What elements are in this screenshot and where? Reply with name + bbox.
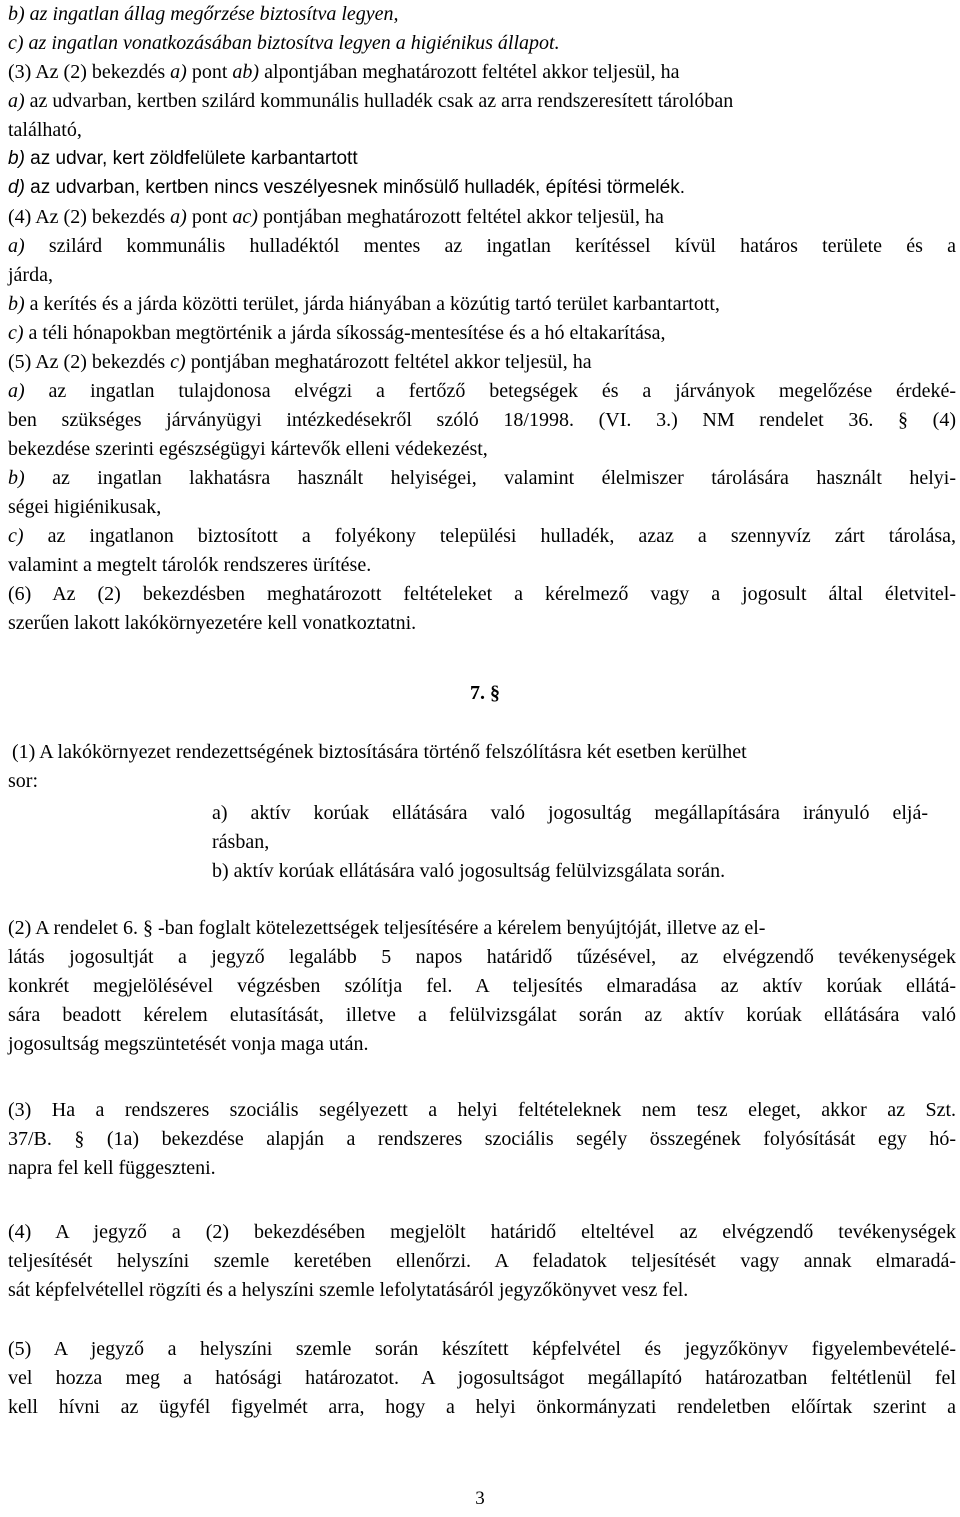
text-run: a téli hónapokban megtörténik a járda síkosság-mentesítése és a hó eltakarítása, (23, 322, 666, 344)
text-line (12, 742, 747, 762)
text-line (8, 1005, 956, 1025)
text-run: 7. § (470, 682, 500, 704)
text-run-italic: d) (8, 177, 25, 198)
text-line (8, 178, 685, 197)
text-line (8, 1251, 956, 1271)
text-run-italic: b) (8, 148, 25, 169)
text-line (8, 149, 358, 168)
text-run: konkrét megjelölésével végzésben szólítja fel. A teljesítés elmaradása az aktív korúak ellátá- (8, 975, 956, 997)
text-run-italic: a) (8, 90, 25, 112)
text-run: jogosultság megszüntetését vonja maga után. (8, 1033, 369, 1055)
text-run: kell hívni az ügyfél figyelmét arra, hogy a helyi önkormányzati rendeletben előírtak szerint a (8, 1396, 956, 1418)
text-line (8, 381, 956, 401)
text-line (8, 236, 956, 256)
text-run: (1) A lakókörnyezet rendezettségének biztosítására történő felszólításra két esetben kerülhet (12, 741, 747, 763)
text-line (8, 468, 956, 488)
text-run: alpontjában meghatározott feltétel akkor teljesül, ha (259, 61, 680, 83)
text-run-italic: c) (8, 322, 24, 344)
text-line (8, 918, 765, 938)
text-run: rásban, (212, 831, 270, 853)
text-run: járda, (8, 264, 53, 286)
text-line (8, 207, 664, 227)
text-line (8, 1368, 956, 1388)
text-line (8, 120, 82, 140)
text-line (8, 1158, 216, 1178)
text-line (8, 1397, 956, 1417)
text-line (212, 832, 269, 852)
text-line (8, 584, 956, 604)
text-run: az udvarban, kertben szilárd kommunális hulladék csak az arra rendszeresített tárolóban (24, 90, 734, 112)
text-run-italic: a) (170, 206, 187, 228)
text-run: valamint a megtelt tárolók rendszeres ürítése. (8, 554, 372, 576)
text-line (8, 976, 956, 996)
text-line (8, 1222, 956, 1242)
text-run: bekezdése szerinti egészségügyi kártevők elleni védekezést, (8, 438, 488, 460)
text-run: ben szükséges járványügyi intézkedésekről szóló 18/1998. (VI. 3.) NM rendelet 36. § (4) (8, 409, 956, 431)
text-line (8, 1100, 956, 1120)
text-line (8, 1129, 956, 1149)
text-line (8, 526, 956, 546)
text-run: a kerítés és a járda közötti terület, járda hiányában a közútig tartó terület karbantartott, (24, 293, 720, 315)
text-run: 37/B. § (1a) bekezdése alapján a rendszeres szociális segély összegének folyósítását egy hó- (8, 1128, 956, 1150)
text-run-italic: ab) (232, 61, 260, 83)
text-run-italic: ac) (232, 206, 258, 228)
text-run-italic: b) (8, 467, 25, 489)
text-line (470, 683, 500, 703)
text-run: sára beadott kérelem elutasítását, illetve a felülvizsgálat során az aktív korúak ellátására való (8, 1004, 956, 1026)
text-line (8, 497, 161, 517)
text-run: (3) Ha a rendszeres szociális segélyezett a helyi feltételeknek nem tesz eleget, akkor az Szt. (8, 1099, 956, 1121)
text-run: az ingatlan tulajdonosa elvégzi a fertőző betegségek és a járványok megelőzése érdeké- (24, 380, 956, 402)
text-line (8, 1339, 956, 1359)
text-run-italic: c) (8, 525, 24, 547)
text-line (8, 323, 666, 343)
text-run: az ingatlanon biztosított a folyékony települési hulladék, azaz a szennyvíz zárt tárolása, (23, 525, 956, 547)
text-run-italic: b) az ingatlan állag megőrzése biztosítva legyen, (8, 3, 399, 25)
text-line (8, 771, 38, 791)
text-line (8, 294, 720, 314)
text-run: (5) Az (2) bekezdés (8, 351, 171, 373)
text-run: (3) Az (2) bekezdés (8, 61, 171, 83)
text-line (8, 4, 399, 24)
text-run: teljesítését helyszíni szemle keretében ellenőrzi. A feladatok teljesítését vagy annak elmaradá- (8, 1250, 956, 1272)
text-run: (5) A jegyző a helyszíni szemle során készített képfelvétel és jegyzőkönyv figyelembevételé- (8, 1338, 956, 1360)
text-run-italic: a) (170, 61, 187, 83)
text-line (8, 352, 592, 372)
text-line (212, 803, 928, 823)
text-run: pontjában meghatározott feltétel akkor teljesül, ha (185, 351, 592, 373)
text-line (8, 439, 488, 459)
text-line (8, 91, 733, 111)
text-run: található, (8, 119, 82, 141)
text-run: ségei higiénikusak, (8, 496, 162, 518)
text-run: sát képfelvétellel rögzíti és a helyszíni szemle lefolytatásáról jegyzőkönyvet vesz fel. (8, 1279, 689, 1301)
text-run-italic: a) (8, 380, 25, 402)
text-line (8, 1034, 368, 1054)
text-line (212, 861, 725, 881)
text-line (8, 555, 371, 575)
text-run: b) aktív korúak ellátására való jogosultság felülvizsgálata során. (212, 860, 726, 882)
text-run: az udvarban, kertben nincs veszélyesnek minősülő hulladék, építési törmelék. (24, 177, 685, 198)
text-line (8, 947, 956, 967)
text-run: (4) A jegyző a (2) bekezdésében megjelölt határidő elteltével az elvégzendő tevékenységek (8, 1221, 956, 1243)
text-line (8, 265, 53, 285)
page-number: 3 (475, 1488, 485, 1509)
text-run: vel hozza meg a hatósági határozatot. A jogosultságot megállapító határozatban feltétlenül fel (8, 1367, 956, 1389)
text-run: az udvar, kert zöldfelülete karbantartott (24, 148, 358, 169)
text-run: (2) A rendelet 6. § -ban foglalt kötelezettségek teljesítésére a kérelem benyújtóját, illetve az el- (8, 917, 766, 939)
text-run: a) aktív korúak ellátására való jogosultág megállapítására irányuló eljá- (212, 802, 928, 824)
text-line (8, 62, 679, 82)
text-line (8, 410, 956, 430)
text-line (8, 613, 416, 633)
text-run: szerűen lakott lakókörnyezetére kell vonatkoztatni. (8, 612, 417, 634)
text-run: sor: (8, 770, 38, 792)
text-run: pontjában meghatározott feltétel akkor teljesül, ha (257, 206, 664, 228)
text-run: pont (186, 206, 233, 228)
text-run-italic: c) (170, 351, 186, 373)
text-run-italic: c) az ingatlan vonatkozásában biztosítva legyen a higiénikus állapot. (8, 32, 560, 54)
text-run: látás jogosultját a jegyző legalább 5 napos határidő tűzésével, az elvégzendő tevékenységek (8, 946, 956, 968)
text-line (8, 1280, 688, 1300)
text-run: pont (186, 61, 233, 83)
text-run-italic: a) (8, 235, 25, 257)
text-run-italic: b) (8, 293, 25, 315)
text-run: napra fel kell függeszteni. (8, 1157, 216, 1179)
text-run: szilárd kommunális hulladéktól mentes az ingatlan kerítéssel kívül határos területe és a (24, 235, 956, 257)
text-run: (6) Az (2) bekezdésben meghatározott feltételeket a kérelmező vagy a jogosult által életvitel- (8, 583, 956, 605)
text-run: az ingatlan lakhatásra használt helyiségei, valamint élelmiszer tárolására használt helyi- (24, 467, 956, 489)
text-run: (4) Az (2) bekezdés (8, 206, 171, 228)
text-line (8, 33, 560, 53)
